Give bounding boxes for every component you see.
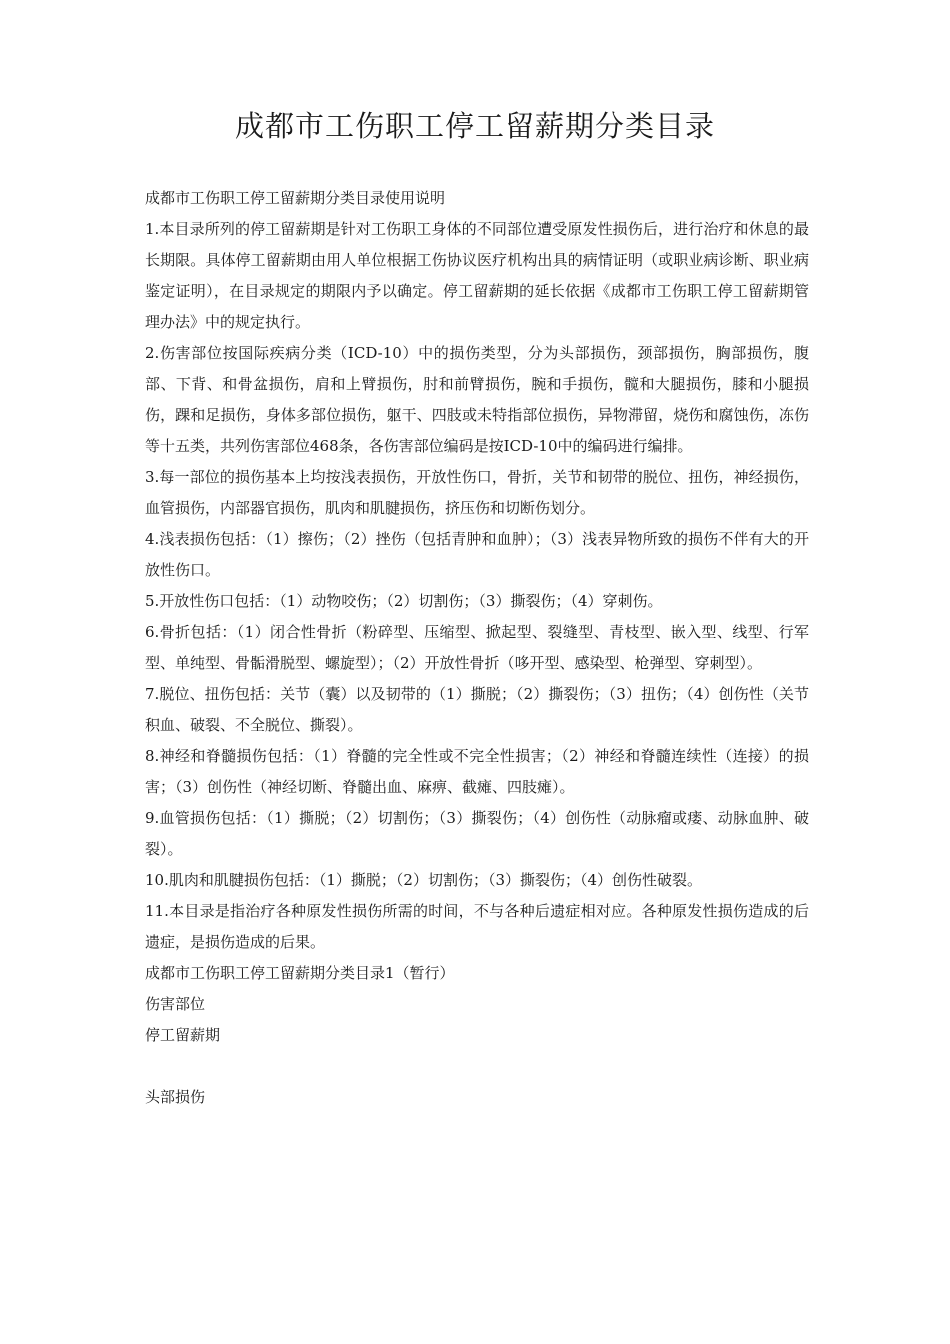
paragraph-7: 7.脱位、扭伤包括：关节（囊）以及韧带的（1）撕脱；（2）撕裂伤；（3）扭伤；（4）创伤性（关节积血、破裂、不全脱位、撕裂）。 bbox=[145, 685, 809, 734]
paragraph-11: 11.本目录是指治疗各种原发性损伤所需的时间，不与各种后遗症相对应。各种原发性损伤造成的后遗症，是损伤造成的后果。 bbox=[145, 902, 809, 951]
table-title: 成都市工伤职工停工留薪期分类目录1（暂行） bbox=[145, 964, 455, 982]
paragraph-1: 1.本目录所列的停工留薪期是针对工伤职工身体的不同部位遭受原发性损伤后，进行治疗和休息的最长期限。具体停工留薪期由用人单位根据工伤协议医疗机构出具的病情证明（或职业病诊断、职业病鉴定证明），在目录规定的期限内予以确定。停工留薪期的延长依据《成都市工伤职工停工留薪期管理办法》中的规定执行。 bbox=[145, 220, 809, 331]
paragraph-10: 10.肌肉和肌腱损伤包括：（1）撕脱；（2）切割伤；（3）撕裂伤；（4）创伤性破裂。 bbox=[145, 871, 703, 889]
instructions-heading: 成都市工伤职工停工留薪期分类目录使用说明 bbox=[145, 189, 446, 207]
paragraph-8: 8.神经和脊髓损伤包括：（1）脊髓的完全性或不完全性损害；（2）神经和脊髓连续性（连接）的损害；（3）创伤性（神经切断、脊髓出血、麻痹、截瘫、四肢瘫）。 bbox=[145, 747, 809, 796]
column-leave-period: 停工留薪期 bbox=[145, 1026, 221, 1044]
paragraph-3: 3.每一部位的损伤基本上均按浅表损伤，开放性伤口，骨折，关节和韧带的脱位、扭伤，神经损伤，血管损伤，内部器官损伤，肌肉和肌腱损伤，挤压伤和切断伤划分。 bbox=[145, 468, 809, 517]
section-head-injury: 头部损伤 bbox=[145, 1088, 206, 1106]
blank-line bbox=[145, 1051, 809, 1082]
document-title: 成都市工伤职工停工留薪期分类目录 bbox=[234, 109, 715, 143]
paragraph-4: 4.浅表损伤包括：（1）擦伤；（2）挫伤（包括青肿和血肿）；（3）浅表异物所致的损伤不伴有大的开放性伤口。 bbox=[145, 530, 809, 579]
paragraph-5: 5.开放性伤口包括：（1）动物咬伤；（2）切割伤；（3）撕裂伤；（4）穿刺伤。 bbox=[145, 592, 663, 610]
paragraph-6: 6.骨折包括：（1）闭合性骨折（粉碎型、压缩型、掀起型、裂缝型、青枝型、嵌入型、线型、行军型、单纯型、骨骺滑脱型、螺旋型）；（2）开放性骨折（哆开型、感染型、枪弹型、穿刺型）。 bbox=[145, 623, 809, 672]
paragraph-2: 2.伤害部位按国际疾病分类（ICD-10）中的损伤类型，分为头部损伤，颈部损伤，胸部损伤，腹部、下背、和骨盆损伤，肩和上臂损伤，肘和前臂损伤，腕和手损伤，髋和大腿损伤，膝和小腿损伤，踝和足损伤，身体多部位损伤，躯干、四肢或未特指部位损伤，异物滞留，烧伤和腐蚀伤，冻伤等十五类，共列伤害部位468条，各伤害部位编码是按ICD-10中的编码进行编排。 bbox=[145, 344, 809, 455]
document-body bbox=[145, 183, 809, 1113]
paragraph-9: 9.血管损伤包括：（1）撕脱；（2）切割伤；（3）撕裂伤；（4）创伤性（动脉瘤或瘘、动脉血肿、破裂）。 bbox=[145, 809, 809, 858]
column-injury-site: 伤害部位 bbox=[145, 995, 206, 1013]
